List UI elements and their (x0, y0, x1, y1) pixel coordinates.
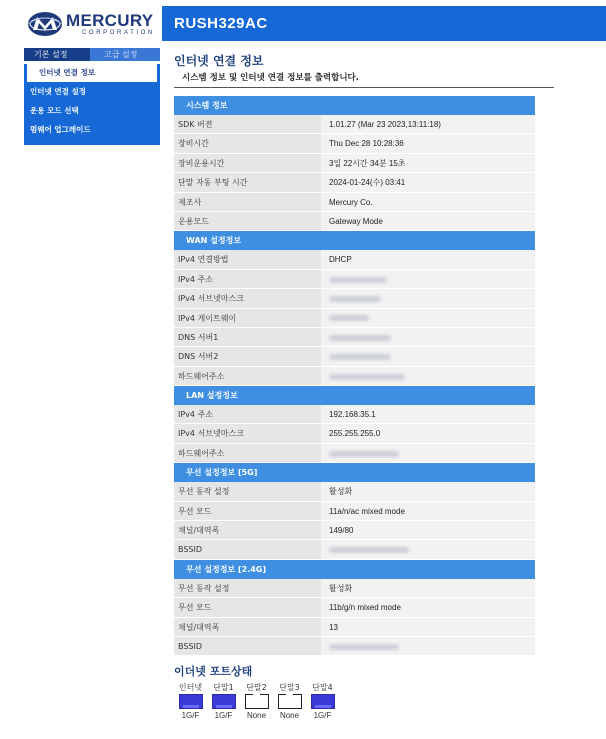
ethernet-port (306, 682, 339, 722)
sidebar-item-internet-info[interactable]: 인터넷 연결 정보 (27, 64, 157, 82)
info-label: 장비운용시간 (174, 154, 321, 172)
sidebar-item-operation-mode[interactable]: 운용 모드 선택 (30, 106, 79, 115)
info-value: 255.255.255.0 (321, 424, 535, 442)
redacted-value (329, 374, 405, 380)
info-value: 1.01.27 (Mar 23 2023,13:11:18) (321, 115, 535, 133)
port-status: 1G/F (313, 711, 332, 720)
ethernet-status-title: 이더넷 포트상태 (174, 665, 253, 678)
page-description: 시스템 정보 및 인터넷 연결 정보를 출력합니다. (174, 70, 554, 88)
ethernet-port (207, 682, 240, 722)
info-value (321, 270, 535, 288)
ethernet-port-icon (212, 694, 236, 709)
info-label: IPv4 게이트웨이 (174, 309, 321, 327)
info-label: SDK 버전 (174, 115, 321, 133)
info-row (174, 367, 535, 386)
info-value: Gateway Mode (321, 212, 535, 230)
info-label: 하드웨어주소 (174, 367, 321, 385)
ethernet-port (174, 682, 207, 722)
ethernet-port (273, 682, 306, 722)
info-label: 무선 모드 (174, 502, 321, 520)
info-row (174, 173, 535, 192)
sidebar-tabs (24, 48, 160, 61)
top-header-bar (162, 6, 606, 41)
redacted-value (329, 451, 399, 457)
info-row (174, 309, 535, 328)
info-label: 무선 모드 (174, 598, 321, 616)
page-title: 인터넷 연결 정보 (174, 54, 264, 68)
port-name: 단말1 (213, 683, 234, 692)
port-status: None (246, 711, 267, 720)
info-value (321, 637, 535, 655)
info-row (174, 540, 535, 559)
info-value (321, 444, 535, 462)
info-label: 장비시간 (174, 134, 321, 152)
info-label: 무선 동작 설정 (174, 579, 321, 597)
redacted-value (329, 335, 391, 341)
info-row (174, 424, 535, 443)
port-name: 단말4 (312, 683, 333, 692)
ethernet-port-icon (311, 694, 335, 709)
info-label: 무선 동작 설정 (174, 482, 321, 500)
ethernet-port-icon (179, 694, 203, 709)
info-label: 채널/대역폭 (174, 618, 321, 636)
info-row (174, 637, 535, 656)
info-label: 운용모드 (174, 212, 321, 230)
info-row (174, 618, 535, 637)
info-label: DNS 서버2 (174, 347, 321, 365)
info-label: DNS 서버1 (174, 328, 321, 346)
info-value (321, 328, 535, 346)
info-row (174, 270, 535, 289)
info-table (174, 96, 535, 656)
info-value: 13 (321, 618, 535, 636)
info-row (174, 289, 535, 308)
info-label: 하드웨어주소 (174, 444, 321, 462)
redacted-value (329, 277, 387, 283)
ethernet-port-icon (245, 694, 269, 709)
info-row (174, 154, 535, 173)
info-value (321, 347, 535, 365)
info-label: 단말 자동 부팅 시간 (174, 173, 321, 191)
logo-subtitle: CORPORATION (82, 30, 155, 36)
info-value: 활성화 (321, 579, 535, 597)
redacted-value (329, 296, 381, 302)
info-row (174, 328, 535, 347)
info-row (174, 212, 535, 231)
info-value (321, 540, 535, 558)
port-status: 1G/F (214, 711, 233, 720)
info-value: 2024-01-24(수) 03:41 (321, 173, 535, 191)
port-name: 단말3 (279, 683, 300, 692)
port-name: 인터넷 (178, 683, 203, 692)
info-row (174, 250, 535, 269)
mercury-logo (26, 8, 155, 40)
ethernet-port-icon (278, 694, 302, 709)
info-value: DHCP (321, 250, 535, 268)
info-value: Thu Dec 28 10:28:36 (321, 134, 535, 152)
info-row (174, 193, 535, 212)
info-label: BSSID (174, 637, 321, 655)
info-value: 3일 22시간 34분 15초 (321, 154, 535, 172)
mercury-logo-icon (26, 8, 64, 40)
info-row (174, 134, 535, 153)
tab-advanced-settings[interactable]: 고급 설정 (90, 48, 160, 61)
redacted-value (329, 547, 409, 553)
info-label: IPv4 주소 (174, 405, 321, 423)
logo-wordmark: MERCURY (66, 11, 154, 30)
sidebar (24, 48, 160, 145)
section-header: 무선 설정정보 [5G] (174, 463, 535, 482)
ethernet-port (240, 682, 273, 722)
sidebar-item-internet-settings[interactable]: 인터넷 연결 설정 (30, 87, 86, 96)
device-model-title: RUSH329AC (174, 15, 268, 32)
info-row (174, 579, 535, 598)
redacted-value (329, 315, 369, 321)
info-value: Mercury Co. (321, 193, 535, 211)
redacted-value (329, 644, 399, 650)
info-value: 활성화 (321, 482, 535, 500)
info-label: BSSID (174, 540, 321, 558)
info-row (174, 405, 535, 424)
port-name: 단말2 (246, 683, 267, 692)
info-row (174, 521, 535, 540)
info-label: IPv4 서브넷마스크 (174, 289, 321, 307)
info-row (174, 347, 535, 366)
info-label: 채널/대역폭 (174, 521, 321, 539)
port-status: 1G/F (181, 711, 200, 720)
info-value: 192.168.35.1 (321, 405, 535, 423)
info-value (321, 367, 535, 385)
sidebar-menu (24, 64, 160, 145)
port-status: None (279, 711, 300, 720)
info-label: IPv4 연결방법 (174, 250, 321, 268)
info-value: 11b/g/n mixed mode (321, 598, 535, 616)
info-row (174, 502, 535, 521)
info-row (174, 482, 535, 501)
sidebar-item-firmware-upgrade[interactable]: 펌웨어 업그레이드 (30, 125, 91, 134)
ethernet-ports (174, 682, 339, 722)
info-value (321, 289, 535, 307)
tab-basic-settings[interactable]: 기본 설정 (24, 48, 90, 61)
section-header: 무선 설정정보 [2.4G] (174, 560, 535, 579)
info-label: IPv4 서브넷마스크 (174, 424, 321, 442)
section-header: WAN 설정정보 (174, 231, 535, 250)
info-row (174, 598, 535, 617)
info-value: 11a/n/ac mixed mode (321, 502, 535, 520)
redacted-value (329, 354, 391, 360)
info-value (321, 309, 535, 327)
info-label: IPv4 주소 (174, 270, 321, 288)
info-row (174, 444, 535, 463)
info-value: 149/80 (321, 521, 535, 539)
section-header: 시스템 정보 (174, 96, 535, 115)
info-row (174, 115, 535, 134)
info-label: 제조사 (174, 193, 321, 211)
section-header: LAN 설정정보 (174, 386, 535, 405)
